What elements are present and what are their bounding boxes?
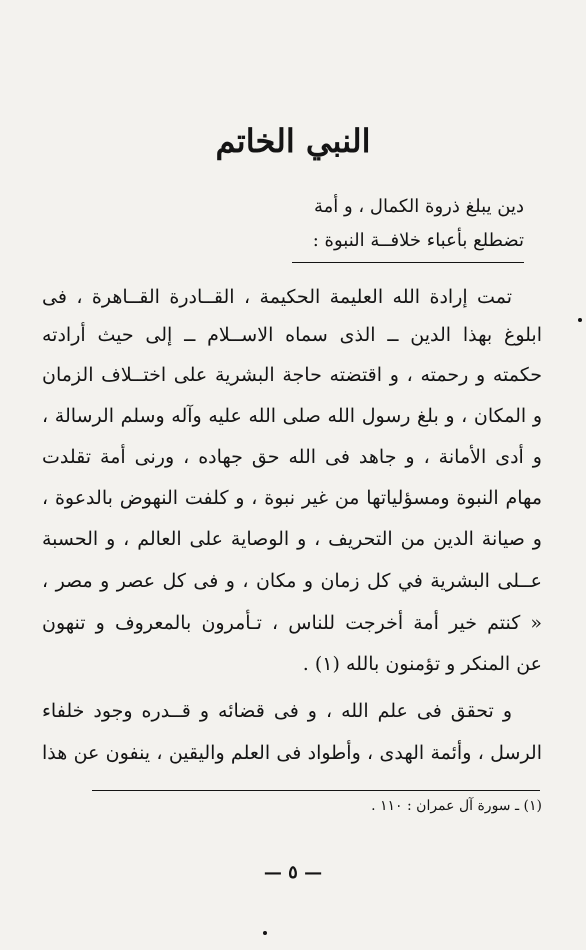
- chapter-title: النبي الخاتم: [215, 122, 371, 160]
- paragraph-line: و تحقق فى علم الله ، و فى قضائه و قــدره وجود خلفاء: [42, 700, 512, 722]
- epigraph-underline: [292, 262, 524, 263]
- paragraph-line: عــلى البشرية في كل زمان و مكان ، و فى كل عصر و مصر ،: [42, 570, 542, 592]
- footnote: (١) ـ سورة آل عمران : ١١٠ .: [371, 798, 542, 814]
- print-speck: [578, 318, 582, 322]
- paragraph-line: الرسل ، وأئمة الهدى ، وأطواد فى العلم واليقين ، ينفون عن هذا: [42, 742, 542, 764]
- paragraph-line: و أدى الأمانة ، و جاهد فى الله حق جهاده ، ورنى أمة تقلدت: [42, 446, 542, 468]
- epigraph-line: دين يبلغ ذروة الكمال ، و أمة: [313, 196, 524, 217]
- paragraph-line: حكمته و رحمته ، و اقتضته حاجة البشرية على اختــلاف الزمان: [42, 364, 542, 386]
- footnote-separator: [92, 790, 540, 791]
- page-number: — ٥ —: [263, 862, 323, 883]
- paragraph-line: عن المنكر و تؤمنون بالله (١) .: [302, 653, 542, 675]
- paragraph-line: « كنتم خير أمة أخرجت للناس ، تـأمرون بالمعروف و تنهون: [42, 612, 542, 634]
- paragraph-line: تمت إرادة الله العليمة الحكيمة ، القــادرة القــاهرة ، فى: [42, 286, 512, 308]
- paragraph-line: مهام النبوة ومسؤلياتها من غير نبوة ، و كلفت النهوض بالدعوة ،: [42, 487, 542, 509]
- paragraph-line: و صيانة الدين من التحريف ، و الوصاية على العالم ، و الحسبة: [42, 528, 542, 550]
- epigraph-line: تضطلع بأعباء خلافــة النبوة :: [312, 230, 524, 251]
- paragraph-line: ابلوغ بهذا الدين ــ الذى سماه الاســلام ــ إلى حيث أرادته: [42, 324, 542, 346]
- print-speck: [263, 931, 267, 935]
- paragraph-line: و المكان ، و بلغ رسول الله صلى الله عليه وآله وسلم الرسالة ،: [42, 405, 542, 427]
